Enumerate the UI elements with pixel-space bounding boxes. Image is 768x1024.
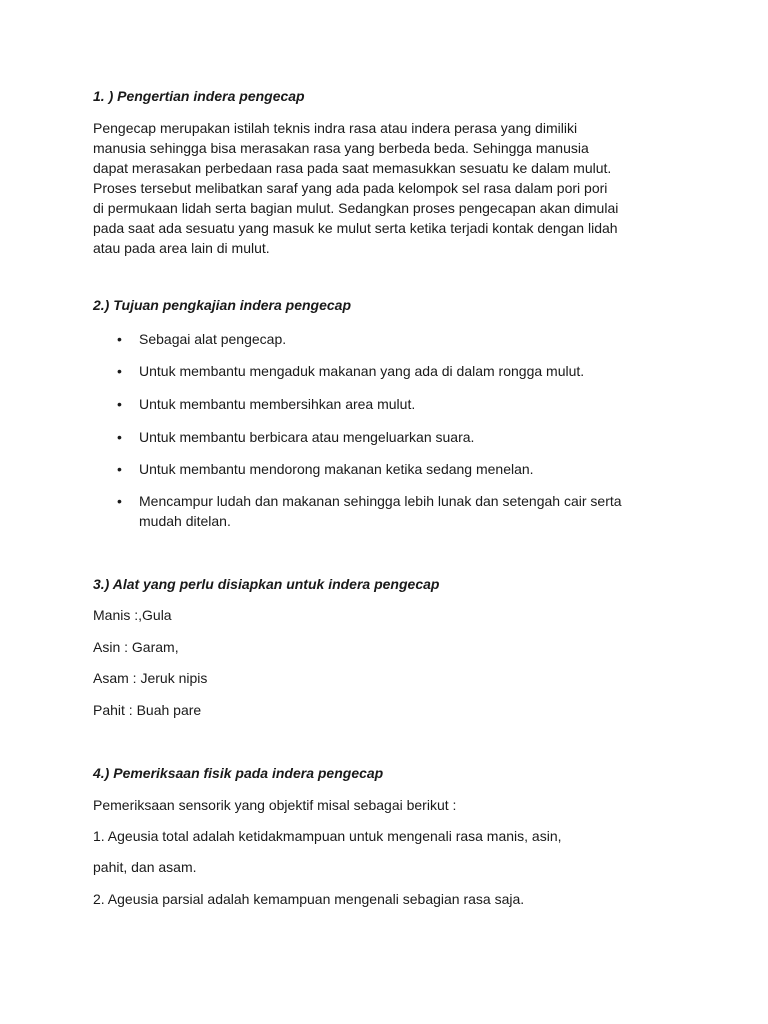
- list-item-line: Mencampur ludah dan makanan sehingga lebih lunak dan setengah cair serta: [139, 493, 622, 509]
- section-4-heading: 4.) Pemeriksaan fisik pada indera pengecap: [93, 765, 384, 781]
- paragraph-line: atau pada area lain di mulut.: [93, 240, 270, 256]
- text-line: 1. Ageusia total adalah ketidakmampuan untuk mengenali rasa manis, asin,: [93, 828, 562, 844]
- list-item-line: mudah ditelan.: [139, 513, 231, 529]
- text-line: pahit, dan asam.: [93, 859, 197, 875]
- bullet-icon: •: [117, 363, 122, 379]
- list-item-text: Untuk membantu berbicara atau mengeluarkan suara.: [139, 429, 475, 445]
- paragraph-line: pada saat ada sesuatu yang masuk ke mulut serta ketika terjadi kontak dengan lidah: [93, 220, 618, 236]
- paragraph-line: Pengecap merupakan istilah teknis indra rasa atau indera perasa yang dimiliki: [93, 120, 578, 136]
- text-line: Manis :,Gula: [93, 607, 172, 623]
- paragraph-line: dapat merasakan perbedaan rasa pada saat memasukkan sesuatu ke dalam mulut.: [93, 160, 612, 176]
- section-1-heading: 1. ) Pengertian indera pengecap: [93, 88, 305, 104]
- list-item-text: [139, 491, 699, 531]
- bullet-icon: •: [117, 461, 122, 477]
- bullet-icon: •: [117, 331, 122, 347]
- bullet-icon: •: [117, 493, 122, 509]
- section-3-heading: 3.) Alat yang perlu disiapkan untuk indera pengecap: [93, 576, 440, 592]
- paragraph-line: di permukaan lidah serta bagian mulut. Sedangkan proses pengecapan akan dimulai: [93, 200, 619, 216]
- bullet-icon: •: [117, 429, 122, 445]
- list-item-text: Sebagai alat pengecap.: [139, 331, 287, 347]
- list-item-text: Untuk membantu mendorong makanan ketika sedang menelan.: [139, 461, 534, 477]
- section-2-heading: 2.) Tujuan pengkajian indera pengecap: [93, 297, 352, 313]
- list-item-text: Untuk membantu mengaduk makanan yang ada di dalam rongga mulut.: [139, 363, 585, 379]
- section-1-paragraph: [93, 118, 693, 258]
- text-line: Asam : Jeruk nipis: [93, 670, 208, 686]
- text-line: Pemeriksaan sensorik yang objektif misal sebagai berikut :: [93, 797, 457, 813]
- bullet-icon: •: [117, 396, 122, 412]
- paragraph-line: Proses tersebut melibatkan saraf yang ada pada kelompok sel rasa dalam pori pori: [93, 180, 608, 196]
- paragraph-line: manusia sehingga bisa merasakan rasa yang berbeda beda. Sehingga manusia: [93, 140, 589, 156]
- list-item-text: Untuk membantu membersihkan area mulut.: [139, 396, 416, 412]
- text-line: 2. Ageusia parsial adalah kemampuan mengenali sebagian rasa saja.: [93, 891, 525, 907]
- text-line: Pahit : Buah pare: [93, 702, 202, 718]
- text-line: Asin : Garam,: [93, 639, 179, 655]
